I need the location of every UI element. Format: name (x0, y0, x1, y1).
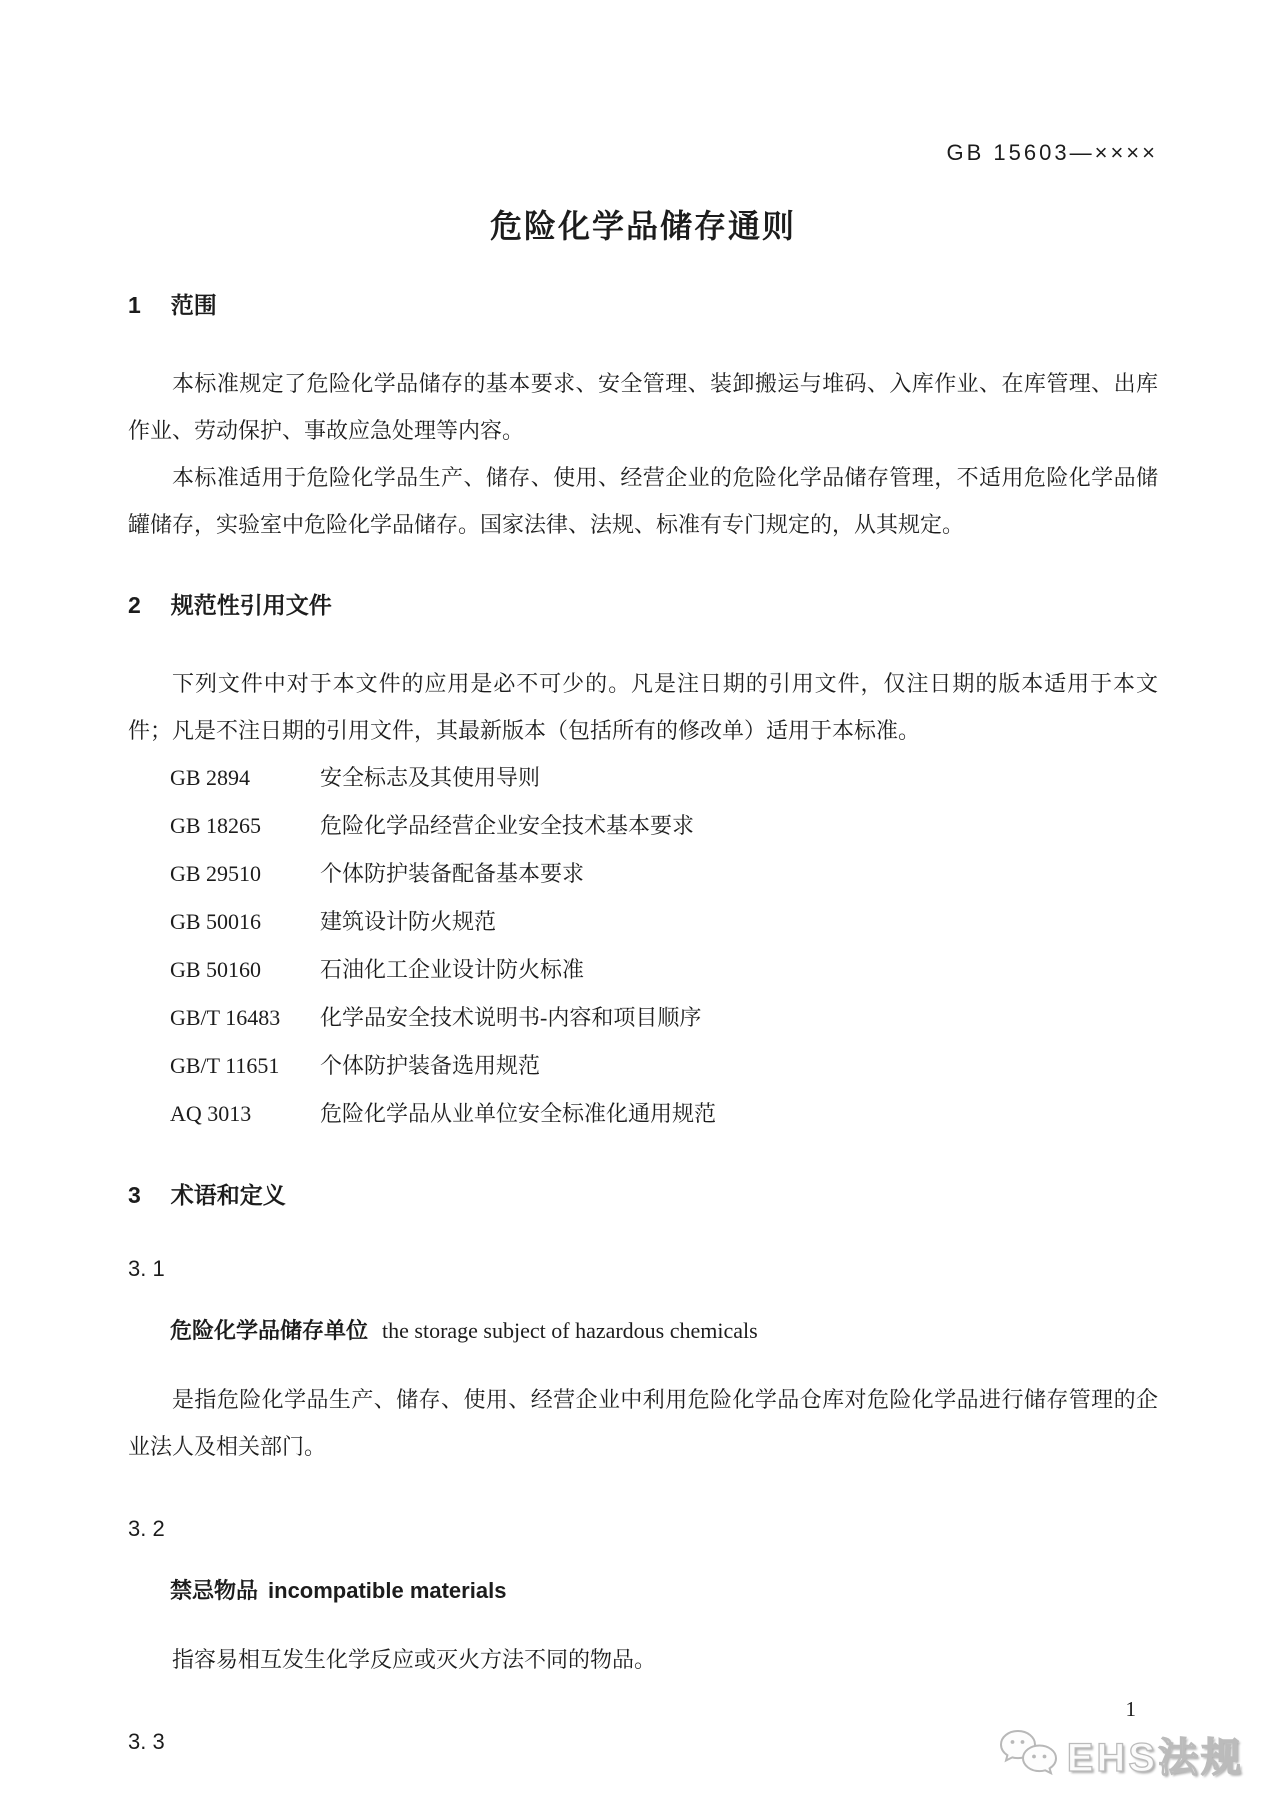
term-number: 3. 2 (128, 1516, 165, 1541)
reference-title: 危险化学品经营企业安全技术基本要求 (320, 813, 695, 838)
term-name-zh: 禁忌物品 (170, 1578, 259, 1603)
reference-row (128, 1042, 1158, 1090)
paragraph: 下列文件中对于本文件的应用是必不可少的。凡是注日期的引用文件，仅注日期的版本适用于本文件；凡是不注日期的引用文件，其最新版本（包括所有的修改单）适用于本标准。 (128, 671, 1158, 743)
section-title: 范围 (170, 292, 217, 318)
document-title: 危险化学品储存通则 (489, 208, 796, 244)
section-number: 2 (128, 592, 141, 618)
watermark-text: EHS法规 (1066, 1736, 1244, 1780)
reference-title: 石油化工企业设计防火标准 (320, 957, 585, 982)
paragraph: 本标准适用于危险化学品生产、储存、使用、经营企业的危险化学品储存管理，不适用危险化学品储罐储存，实验室中危险化学品储存。国家法律、法规、标准有专门规定的，从其规定。 (128, 465, 1158, 537)
reference-row (128, 898, 1158, 946)
section-number: 1 (128, 292, 141, 318)
reference-title: 个体防护装备配备基本要求 (320, 861, 585, 886)
reference-title: 化学品安全技术说明书-内容和项目顺序 (320, 1005, 702, 1030)
reference-title: 建筑设计防火规范 (320, 909, 497, 934)
reference-row (128, 1090, 1158, 1138)
section-2-heading (128, 590, 1158, 620)
term-name-zh: 危险化学品储存单位 (170, 1318, 369, 1343)
reference-code: GB/T 11651 (170, 1053, 280, 1078)
term-name (128, 1316, 1158, 1346)
document-page (128, 0, 1158, 1757)
section-3-heading (128, 1180, 1158, 1210)
wechat-icon (997, 1728, 1059, 1782)
term-definition: 指容易相互发生化学反应或灭火方法不同的物品。 (172, 1647, 657, 1672)
section-1-heading (128, 290, 1158, 320)
reference-title: 个体防护装备选用规范 (320, 1053, 541, 1078)
reference-row (128, 850, 1158, 898)
section-title: 术语和定义 (170, 1182, 286, 1208)
page-number: 1 (1125, 1697, 1136, 1721)
reference-code: GB/T 16483 (170, 1005, 281, 1030)
reference-code: GB 50160 (170, 957, 262, 982)
paragraph: 本标准规定了危险化学品储存的基本要求、安全管理、装卸搬运与堆码、入库作业、在库管理、出库作业、劳动保护、事故应急处理等内容。 (128, 371, 1158, 443)
section-title: 规范性引用文件 (170, 592, 332, 618)
reference-row (128, 946, 1158, 994)
reference-title: 危险化学品从业单位安全标准化通用规范 (320, 1101, 717, 1126)
reference-code: GB 2894 (170, 765, 251, 790)
term-definition: 是指危险化学品生产、储存、使用、经营企业中利用危险化学品仓库对危险化学品进行储存管理的企业法人及相关部门。 (128, 1387, 1158, 1459)
section-number: 3 (128, 1182, 141, 1208)
term-name (128, 1576, 1158, 1606)
reference-row (128, 994, 1158, 1042)
reference-code: GB 50016 (170, 909, 262, 934)
reference-title: 安全标志及其使用导则 (320, 765, 541, 790)
term-name-en: the storage subject of hazardous chemicals (382, 1318, 758, 1343)
term-number: 3. 3 (128, 1729, 165, 1754)
standard-number: GB 15603—×××× (946, 140, 1158, 165)
term-number: 3. 1 (128, 1256, 165, 1281)
term-name-en: incompatible materials (268, 1578, 507, 1603)
reference-list (128, 754, 1158, 1138)
reference-code: GB 18265 (170, 813, 262, 838)
reference-code: AQ 3013 (170, 1101, 252, 1126)
watermark (997, 1726, 1244, 1783)
reference-row (128, 754, 1158, 802)
reference-row (128, 802, 1158, 850)
reference-code: GB 29510 (170, 861, 262, 886)
